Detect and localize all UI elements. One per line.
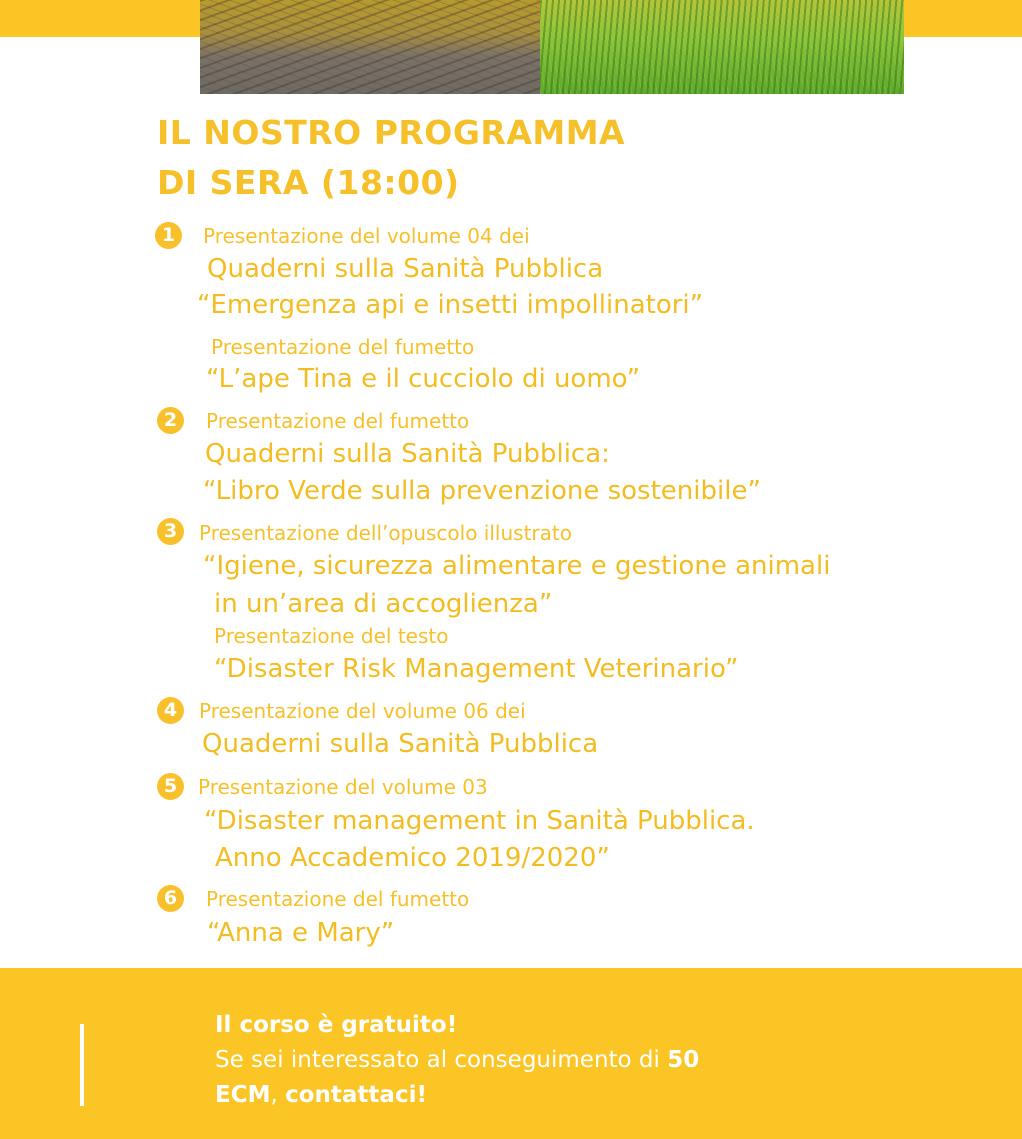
item-2-subtitle: Presentazione del fumetto xyxy=(206,409,470,433)
item-3-line-2: in un’area di accoglienza” xyxy=(214,589,553,619)
item-4-line-1: Quaderni sulla Sanità Pubblica xyxy=(202,729,599,759)
footer-divider xyxy=(80,1024,84,1106)
item-3b-line-1: “Disaster Risk Management Veterinario” xyxy=(214,654,739,684)
item-5-subtitle: Presentazione del volume 03 xyxy=(198,775,488,799)
title-line-1: IL NOSTRO PROGRAMMA xyxy=(157,113,626,152)
number-badge-3: 3 xyxy=(157,518,184,545)
item-5-line-1: “Disaster management in Sanità Pubblica. xyxy=(204,806,755,836)
item-3-subtitle: Presentazione dell’opuscolo illustrato xyxy=(199,521,572,545)
item-1-subtitle: Presentazione del volume 04 dei xyxy=(203,224,530,248)
item-3b-subtitle: Presentazione del testo xyxy=(214,624,449,648)
item-6-subtitle: Presentazione del fumetto xyxy=(206,887,470,911)
number-badge-4: 4 xyxy=(157,697,184,724)
item-1b-subtitle: Presentazione del fumetto xyxy=(211,335,475,359)
footer-message xyxy=(215,1008,915,1113)
item-1-line-1: Quaderni sulla Sanità Pubblica xyxy=(207,254,604,284)
green-field-image xyxy=(540,0,904,94)
footer-ecm-label: ECM xyxy=(215,1082,271,1108)
item-4-subtitle: Presentazione del volume 06 dei xyxy=(199,699,526,723)
item-2-line-2: “Libro Verde sulla prevenzione sostenibile” xyxy=(203,476,761,506)
footer-comma: , xyxy=(270,1082,286,1108)
item-1-line-2: “Emergenza api e insetti impollinatori” xyxy=(197,290,704,320)
item-6-line-1: “Anna e Mary” xyxy=(207,918,395,948)
footer-free-course: Il corso è gratuito! xyxy=(215,1012,458,1038)
number-badge-6: 6 xyxy=(157,885,184,912)
footer-contact: contattaci! xyxy=(285,1082,427,1108)
header-photo xyxy=(200,0,904,94)
item-1b-line-1: “L’ape Tina e il cucciolo di uomo” xyxy=(206,364,641,394)
number-badge-1: 1 xyxy=(155,222,182,249)
footer-ecm-number: 50 xyxy=(667,1047,700,1073)
number-badge-5: 5 xyxy=(157,773,184,800)
page-title xyxy=(157,108,625,208)
number-badge-2: 2 xyxy=(157,407,184,434)
item-3-line-1: “Igiene, sicurezza alimentare e gestione animali xyxy=(203,551,831,581)
dry-soil-image xyxy=(200,0,540,94)
item-5-line-2: Anno Accademico 2019/2020” xyxy=(215,843,610,873)
title-line-2: DI SERA (18:00) xyxy=(157,163,460,202)
footer-band xyxy=(0,968,1022,1139)
item-2-line-1: Quaderni sulla Sanità Pubblica: xyxy=(205,439,610,469)
footer-line-text: Se sei interessato al conseguimento di xyxy=(215,1047,668,1073)
